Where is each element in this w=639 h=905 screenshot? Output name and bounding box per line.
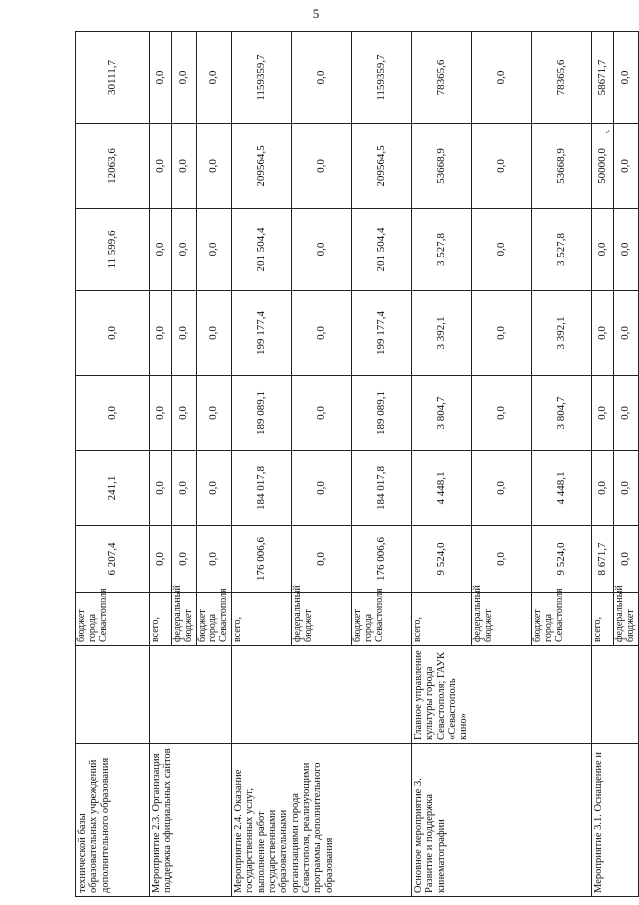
- funding-source: бюджет города Севастополя: [76, 593, 150, 646]
- measure-description: Мероприятие 2.3. Организация поддержка официальных сайтов: [150, 744, 232, 897]
- amount-cell: 0,0: [613, 526, 638, 593]
- amount-cell: 0,0: [172, 209, 197, 291]
- amount-cell: 201 504,4: [231, 209, 291, 291]
- amount-cell: 189 089,1: [351, 376, 411, 451]
- amount-cell: 0,0: [291, 32, 351, 124]
- amount-cell: 0,0: [471, 376, 531, 451]
- amount-cell: 209564,5: [351, 124, 411, 209]
- amount-cell: 0,0: [471, 451, 531, 526]
- amount-cell: 0,0: [291, 526, 351, 593]
- funding-source: бюджет города Севастополя: [531, 593, 591, 646]
- amount-cell: 184 017,8: [231, 451, 291, 526]
- amount-cell: 78365,6: [531, 32, 591, 124]
- amount-cell: 201 504,4: [351, 209, 411, 291]
- table-row: [591, 32, 613, 897]
- amount-cell: 189 089,1: [231, 376, 291, 451]
- amount-cell: 0,0: [471, 291, 531, 376]
- funding-source: всего,: [231, 593, 291, 646]
- amount-cell: 0,0: [196, 32, 231, 124]
- table-row: [411, 32, 471, 897]
- amount-cell: 0,0: [613, 32, 638, 124]
- amount-cell: 0,0: [196, 451, 231, 526]
- amount-cell: 0,0: [471, 209, 531, 291]
- amount-cell: 0,0: [150, 376, 172, 451]
- funding-source: бюджет города Севастополя: [196, 593, 231, 646]
- amount-cell: 3 804,7: [531, 376, 591, 451]
- measure-description: Мероприятие 2.4. Оказание государственных услуг, выполнение работ государственными образовательными организациями города Севастополя, реализующими программы дополнительного образования: [231, 744, 411, 897]
- measure-description: технической базы образовательных учреждений дополнительного образования: [76, 744, 150, 897]
- amount-cell: 9 524,0: [411, 526, 471, 593]
- amount-cell: 0,0: [471, 124, 531, 209]
- amount-cell: 3 527,8: [531, 209, 591, 291]
- amount-cell: 0,0: [150, 32, 172, 124]
- amount-cell: 0,0: [613, 291, 638, 376]
- funding-source: бюджет города Севастополя: [351, 593, 411, 646]
- amount-cell: 209564,5: [231, 124, 291, 209]
- amount-cell: 30111,7: [76, 32, 150, 124]
- budget-table: [75, 31, 639, 897]
- page-number: 5: [312, 6, 320, 21]
- amount-cell: 0,0: [196, 376, 231, 451]
- amount-cell: 0,0: [172, 32, 197, 124]
- amount-cell: 0,0: [613, 209, 638, 291]
- measure-description: Мероприятие 3.1. Оснащение и: [591, 744, 638, 897]
- amount-cell: 53668,9: [411, 124, 471, 209]
- amount-cell: 0,0: [291, 376, 351, 451]
- amount-cell: 78365,6: [411, 32, 471, 124]
- amount-cell: 0,0: [172, 124, 197, 209]
- amount-cell: 0,0: [172, 526, 197, 593]
- amount-cell: 199 177,4: [351, 291, 411, 376]
- measure-description: Основное мероприятие 3. Развитие и поддержка кинематографии: [411, 744, 591, 897]
- amount-cell: 12063,6: [76, 124, 150, 209]
- amount-cell: 0,0: [291, 451, 351, 526]
- amount-cell: 0,0: [150, 291, 172, 376]
- amount-cell: 50000,0: [591, 124, 613, 209]
- funding-source: федеральный бюджет: [613, 593, 638, 646]
- funding-source: всего,: [411, 593, 471, 646]
- amount-cell: 199 177,4: [231, 291, 291, 376]
- amount-cell: 6 207,4: [76, 526, 150, 593]
- amount-cell: 0,0: [196, 291, 231, 376]
- table-body: [76, 32, 639, 897]
- amount-cell: 1159359,7: [351, 32, 411, 124]
- table-row: [76, 32, 150, 897]
- amount-cell: 0,0: [291, 209, 351, 291]
- budget-table-rotated: [75, 32, 636, 897]
- amount-cell: 0,0: [196, 526, 231, 593]
- amount-cell: 0,0: [471, 526, 531, 593]
- amount-cell: 0,0: [172, 291, 197, 376]
- amount-cell: 4 448,1: [531, 451, 591, 526]
- amount-cell: 0,0: [613, 451, 638, 526]
- amount-cell: 53668,9: [531, 124, 591, 209]
- amount-cell: 241,1: [76, 451, 150, 526]
- amount-cell: 1159359,7: [231, 32, 291, 124]
- amount-cell: 4 448,1: [411, 451, 471, 526]
- amount-cell: 0,0: [613, 124, 638, 209]
- table-row: [150, 32, 172, 897]
- executor-cell: [76, 646, 150, 744]
- amount-cell: 0,0: [196, 209, 231, 291]
- funding-source: всего,: [591, 593, 613, 646]
- table-row: [231, 32, 291, 897]
- funding-source: всего,: [150, 593, 172, 646]
- amount-cell: 58671,7: [591, 32, 613, 124]
- amount-cell: 0,0: [150, 209, 172, 291]
- corner-mark: ‘‘: [603, 127, 614, 139]
- amount-cell: 0,0: [591, 376, 613, 451]
- amount-cell: 184 017,8: [351, 451, 411, 526]
- executor-cell: [150, 646, 232, 744]
- amount-cell: 0,0: [172, 451, 197, 526]
- amount-cell: 0,0: [76, 376, 150, 451]
- amount-cell: 3 392,1: [411, 291, 471, 376]
- amount-cell: 0,0: [591, 451, 613, 526]
- amount-cell: 8 671,7: [591, 526, 613, 593]
- executor-cell: Главное управление культуры города Севастополя; ГАУК «Севастополь кино»: [411, 646, 591, 744]
- amount-cell: 0,0: [172, 376, 197, 451]
- amount-cell: 3 527,8: [411, 209, 471, 291]
- amount-cell: 0,0: [291, 124, 351, 209]
- amount-cell: 0,0: [150, 124, 172, 209]
- amount-cell: 0,0: [291, 291, 351, 376]
- amount-cell: 3 804,7: [411, 376, 471, 451]
- executor-cell: [231, 646, 411, 744]
- amount-cell: 0,0: [591, 209, 613, 291]
- amount-cell: 3 392,1: [531, 291, 591, 376]
- amount-cell: 0,0: [196, 124, 231, 209]
- amount-cell: 9 524,0: [531, 526, 591, 593]
- amount-cell: 0,0: [150, 526, 172, 593]
- funding-source: федеральный бюджет: [291, 593, 351, 646]
- funding-source: федеральный бюджет: [172, 593, 197, 646]
- amount-cell: 0,0: [150, 451, 172, 526]
- executor-cell: [591, 646, 638, 744]
- amount-cell: 0,0: [613, 376, 638, 451]
- amount-cell: 0,0: [591, 291, 613, 376]
- funding-source: федеральный бюджет: [471, 593, 531, 646]
- amount-cell: 0,0: [471, 32, 531, 124]
- amount-cell: 0,0: [76, 291, 150, 376]
- amount-cell: 176 006,6: [351, 526, 411, 593]
- amount-cell: 11 599,6: [76, 209, 150, 291]
- amount-cell: 176 006,6: [231, 526, 291, 593]
